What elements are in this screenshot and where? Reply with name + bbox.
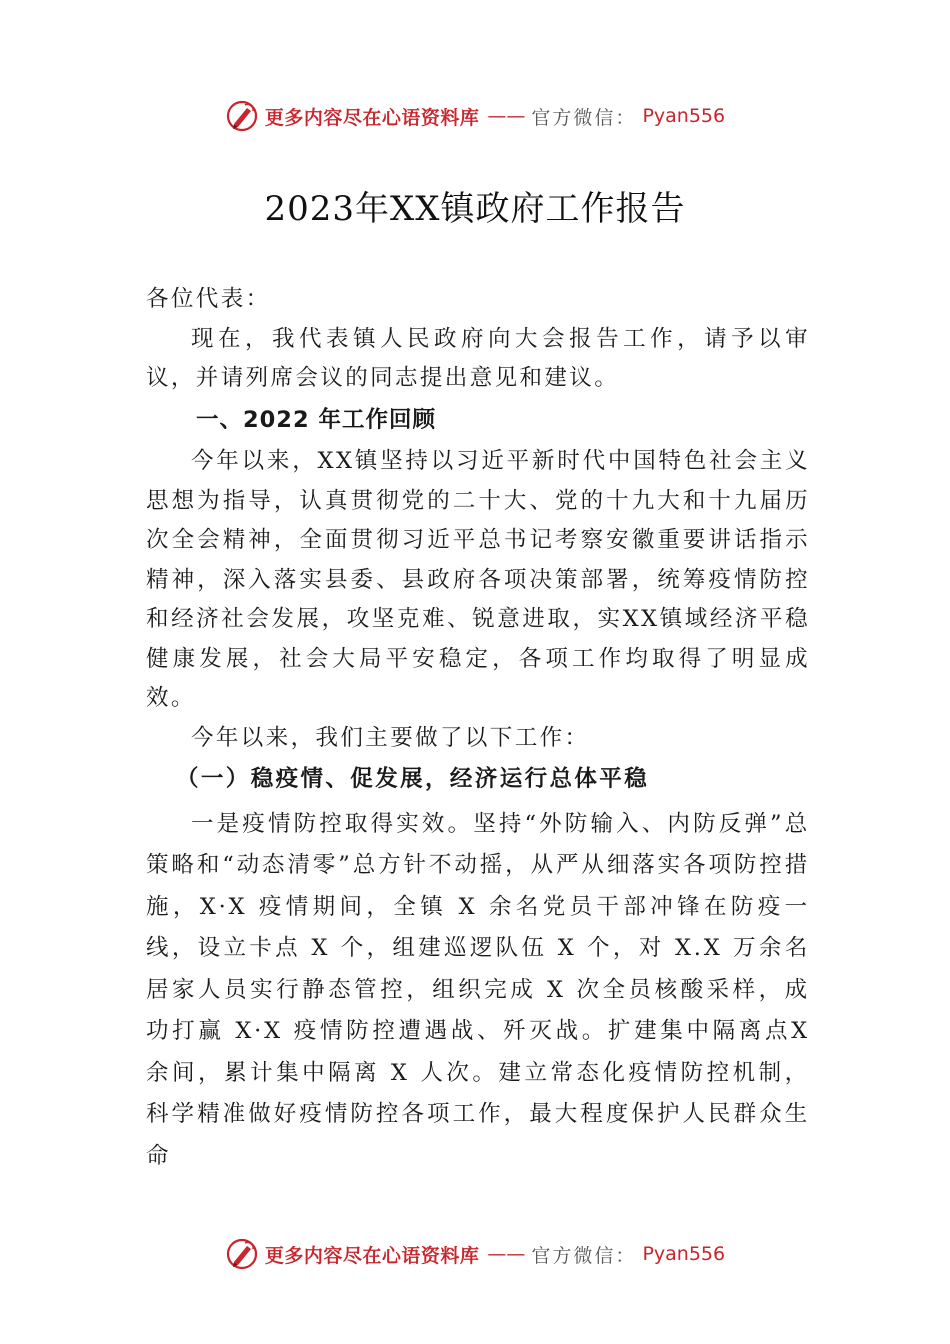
watermark-wechat-label: 官方微信： xyxy=(531,106,637,129)
document-body xyxy=(146,280,810,1177)
document-title: 2023年XX镇政府工作报告 xyxy=(264,189,686,229)
watermark-banner-bottom xyxy=(0,1234,950,1274)
work-intro-paragraph: 今年以来，我们主要做了以下工作： xyxy=(191,724,590,751)
epidemic-paragraph: 一是疫情防控取得实效。坚持“外防输入、内防反弹”总策略和“动态清零”总方针不动摇，从严从细落实各项防控措施，X·X 疫情期间，全镇 X 余名党员干部冲锋在防疫一线，设立卡点 X 个，组建巡逻队伍 X 个，对 X.X 万余名居家人员实行静态管控，组织完成 X 次全员核酸采样，成功打赢 X·X 疫情防控遭遇战、歼灭战。扩建集中隔离点X 余间，累计集中隔离 X 人次。建立常态化疫情防控机制，科学精准做好疫情防控各项工作，最大程度保护人民群众生命 xyxy=(146,810,810,1169)
watermark-wechat-id: Pyan556 xyxy=(642,105,726,127)
intro-paragraph: 现在，我代表镇人民政府向大会报告工作，请予以审议，并请列席会议的同志提出意见和建议。 xyxy=(146,325,810,391)
salutation: 各位代表： xyxy=(146,286,271,312)
pen-logo-icon xyxy=(225,99,259,133)
watermark-banner-top xyxy=(0,96,950,136)
watermark-wechat-id: Pyan556 xyxy=(642,1243,726,1265)
watermark-wechat-label: 官方微信： xyxy=(531,1244,637,1267)
watermark-slogan: 更多内容尽在心语资料库 xyxy=(264,1244,480,1267)
watermark-slogan: 更多内容尽在心语资料库 xyxy=(264,106,480,129)
review-paragraph: 今年以来，XX镇坚持以习近平新时代中国特色社会主义思想为指导，认真贯彻党的二十大、党的十九大和十九届历次全会精神，全面贯彻习近平总书记考察安徽重要讲话指示精神，深入落实县委、县政府各项决策部署，统筹疫情防控和经济社会发展，攻坚克难、锐意进取，实XX镇域经济平稳健康发展，社会大局平安稳定，各项工作均取得了明显成效。 xyxy=(146,448,810,711)
watermark-dash: —— xyxy=(487,1243,526,1265)
watermark-dash: —— xyxy=(487,105,526,127)
section-heading: 一、2022 年工作回顾 xyxy=(196,406,436,433)
pen-logo-icon xyxy=(225,1237,259,1271)
subsection-heading: （一）稳疫情、促发展，经济运行总体平稳 xyxy=(176,766,650,792)
